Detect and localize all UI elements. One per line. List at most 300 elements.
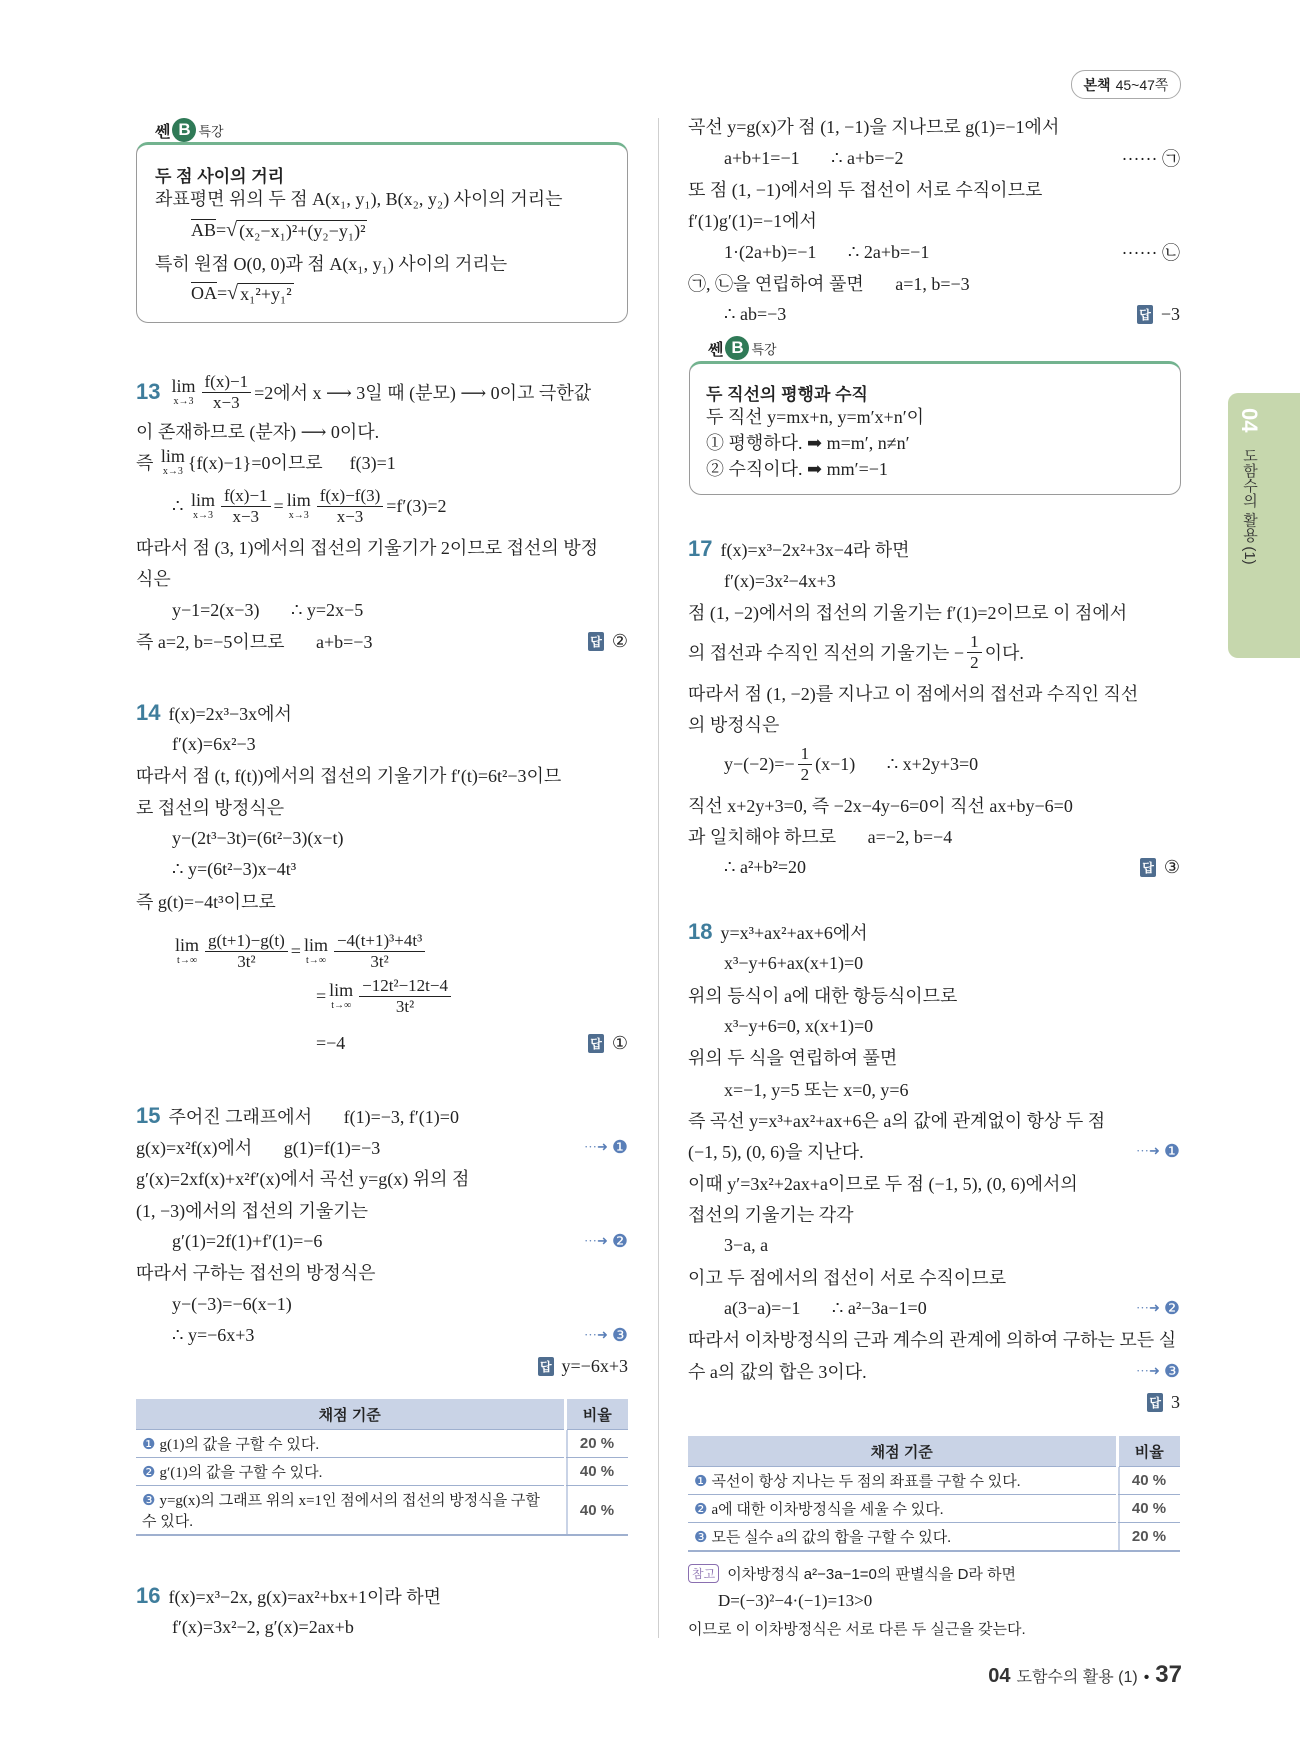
fraction-denominator: 3t² [237, 951, 256, 971]
note-text: D=(−3)²−4·(−1)=13>0 [718, 1591, 873, 1610]
equation-tag: ······ ㉠ [1121, 149, 1180, 169]
math-text: g(x)=x²f(x)에서 g(1)=f(1)=−3 [136, 1138, 381, 1158]
solution-line [688, 173, 1180, 205]
criteria-cell [688, 1467, 1117, 1495]
note-line [688, 1559, 1016, 1587]
math-text: f(x)=x³−2x, g(x)=ax²+bx+1이라 하면 [168, 1587, 442, 1607]
solution-line [172, 1611, 628, 1643]
criteria-cell [136, 1430, 565, 1458]
lim-word: lim [160, 446, 185, 466]
math-text: 또 점 (1, −1)에서의 두 접선이 서로 수직이므로 [688, 180, 1043, 200]
math-text: {f(x)−1}=0이므로 f(3)=1 [187, 453, 396, 473]
math-text: y−(−2)=− [724, 753, 795, 774]
solution-line [136, 1100, 628, 1132]
step-number-icon: ❸ [1163, 1360, 1180, 1381]
footer-title: 도함수의 활용 (1) [1016, 1669, 1138, 1686]
answer [538, 1356, 628, 1377]
fraction [359, 976, 451, 1016]
solution-line [172, 1319, 628, 1351]
solution-line [688, 820, 1180, 852]
solution-line [724, 1073, 1180, 1105]
math-text: = [273, 495, 284, 516]
header-criteria: 채점 기준 [688, 1436, 1117, 1467]
math-text: f′(1)g′(1)=−1에서 [688, 211, 817, 231]
step-number-icon: ❷ [1163, 1297, 1180, 1318]
ratio-cell: 40 % [565, 1486, 628, 1536]
solution-line [172, 853, 628, 885]
table-header-row [688, 1436, 1180, 1467]
radicand: √ (x₂−x₁)²+(y₂−y₁)² [239, 220, 366, 241]
lim-subscript: t→∞ [331, 1000, 352, 1011]
solution-line [172, 485, 628, 526]
fraction [202, 372, 252, 412]
math-text: y−1=2(x−3) ∴ y=2x−5 [172, 599, 364, 620]
b-circle-icon: B [172, 118, 196, 142]
math-text: f′(x)=3x²−2, g′(x)=2ax+b [172, 1616, 354, 1637]
b-circle-icon: B [725, 336, 749, 360]
limit-operator [191, 491, 215, 521]
math-text: 위의 등식이 a에 대한 항등식이므로 [688, 986, 958, 1006]
criteria-text: 곡선이 항상 지나는 두 점의 좌표를 구할 수 있다. [711, 1474, 1021, 1490]
dotted-arrow-icon: ···➜ [1135, 1300, 1160, 1315]
lim-word: lim [286, 490, 311, 510]
problem-number: 13 [136, 379, 161, 404]
table-row [688, 1467, 1180, 1495]
solution-line [172, 1288, 628, 1320]
math-text: 직선 x+2y+3=0, 즉 −2x−4y−6=0이 직선 ax+by−6=0 [688, 796, 1073, 816]
math-text: ② 수직이다. ➡ mm′=−1 [706, 459, 888, 479]
sen-logo-text: 쎈 [708, 341, 724, 359]
lecture-label: 특강 [198, 123, 224, 139]
math-text: 특히 원점 O(0, 0)과 점 A(x₁, y₁) 사이의 거리는 [155, 254, 508, 274]
radicand: √ x₁²+y₁² [240, 283, 292, 304]
answer-value: y=−6x+3 [561, 1355, 628, 1376]
fraction-numerator: f(x)−1 [221, 486, 271, 507]
fraction-numerator: 1 [798, 744, 813, 765]
math-text: f′(x)=6x²−3 [172, 733, 256, 754]
fraction [317, 486, 384, 526]
side-tab-title: 도함수의 활용 (1) [1241, 448, 1258, 565]
math-text: 접선의 기울기는 각각 [688, 1205, 854, 1225]
solution-line [724, 298, 1180, 330]
answer-icon: 답 [588, 632, 604, 651]
math-text: y=x³+ax²+ax+6에서 [720, 923, 868, 943]
note-text: 이므로 이 이차방정식은 서로 다른 두 실근을 갖는다. [688, 1620, 1026, 1638]
criteria-cell [136, 1486, 565, 1536]
solution-line [172, 594, 628, 626]
step-number-icon: ❶ [611, 1136, 628, 1157]
criteria-text: y=g(x)의 그래프 위의 x=1인 점에서의 접선의 방정식을 구할 수 있다. [142, 1493, 540, 1530]
lim-subscript: x→3 [192, 510, 213, 521]
equation-tag: ······ ㉡ [1121, 243, 1180, 263]
math-text: 좌표평면 위의 두 점 A(x₁, y₁), B(x₂, y₂) 사이의 거리는 [155, 189, 563, 209]
math-text: 의 접선과 수직인 직선의 기울기는 − [688, 643, 965, 663]
note-line [718, 1587, 872, 1615]
math-text: ∴ y=−6x+3 [172, 1324, 255, 1345]
limit-operator [171, 377, 195, 407]
ratio-cell: 40 % [1117, 1495, 1180, 1523]
answer [588, 631, 628, 652]
solution-line [136, 791, 628, 823]
math-text: 따라서 점 (1, −2)를 지나고 이 점에서의 접선과 수직인 직선 [688, 684, 1139, 704]
step-marker [584, 1231, 628, 1252]
fraction-denominator: x−3 [232, 506, 260, 526]
math-text: 따라서 구하는 접선의 방정식은 [136, 1263, 376, 1283]
step-number-icon: ❸ [142, 1493, 156, 1509]
dotted-arrow-icon: ···➜ [1135, 1363, 1160, 1378]
math-text: 즉 a=2, b=−5이므로 a+b=−3 [136, 632, 373, 652]
answer-value: ③ [1163, 856, 1180, 877]
table-row [688, 1495, 1180, 1523]
math-text: ∴ [172, 495, 188, 516]
note-label: 참고 [688, 1564, 719, 1583]
criteria-text: g′(1)의 값을 구할 수 있다. [159, 1465, 323, 1481]
note-line [688, 1614, 1026, 1642]
math-text: y−(2t³−3t)=(6t²−3)(x−t) [172, 827, 344, 848]
note-text: 이차방정식 a²−3a−1=0의 판별식을 D라 하면 [727, 1565, 1017, 1583]
math-text: 식은 [136, 569, 171, 589]
math-text: g′(x)=2xf(x)+x²f′(x)에서 곡선 y=g(x) 위의 점 [136, 1169, 470, 1189]
criteria-text: a에 대한 이차방정식을 세울 수 있다. [711, 1502, 944, 1518]
table-row [136, 1458, 628, 1486]
math-text: ㉠, ㉡을 연립하여 풀면 a=1, b=−3 [688, 274, 970, 294]
fraction-denominator: 2 [970, 652, 979, 672]
fraction-denominator: 2 [800, 764, 810, 784]
fraction [334, 931, 425, 971]
criteria-text: 모든 실수 a의 값의 합을 구할 수 있다. [711, 1530, 951, 1546]
column-divider [658, 118, 659, 1638]
math-text: 1·(2a+b)=−1 ∴ 2a+b=−1 [724, 241, 930, 262]
solution-line [688, 1041, 1180, 1073]
math-text: = [316, 985, 327, 1006]
fraction-numerator: 1 [967, 632, 982, 653]
math-text: 의 방정식은 [688, 715, 780, 735]
math-text: 이다. [984, 643, 1024, 663]
fraction [221, 486, 271, 526]
solution-line [136, 371, 628, 412]
solution-line [724, 1010, 1180, 1042]
math-text: a+b+1=−1 ∴ a+b=−2 [724, 147, 904, 168]
table-row [688, 1523, 1180, 1552]
answer-icon: 답 [1140, 858, 1156, 877]
math-text: (−1, 5), (0, 6)을 지난다. [688, 1142, 864, 1162]
answer-value: 3 [1171, 1391, 1180, 1412]
math-text: 따라서 점 (t, f(t))에서의 접선의 기울기가 f′(t)=6t²−3이므 [136, 766, 562, 786]
answer-value: ② [611, 630, 628, 651]
solution-line [136, 446, 628, 478]
solution-line [136, 1580, 628, 1612]
solution-line [688, 596, 1180, 628]
math-text: f(x)=2x³−3x에서 [168, 704, 292, 724]
criteria-cell [688, 1495, 1117, 1523]
answer-icon: 답 [1147, 1393, 1163, 1412]
solution-line [688, 1355, 1180, 1387]
segment-overline: $\overline{OA}$ [191, 282, 217, 303]
math-text: ∴ y=(6t²−3)x−4t³ [172, 858, 297, 879]
segment-overline: $\overline{AB}$ [191, 219, 217, 240]
header-criteria: 채점 기준 [136, 1399, 565, 1430]
math-text: 수 a의 값의 합은 3이다. [688, 1362, 867, 1382]
solution-line [136, 697, 628, 729]
step-marker [1136, 1298, 1180, 1319]
math-text: =2에서 x ⟶ 3일 때 (분모) ⟶ 0이고 극한값 [254, 383, 592, 403]
lim-subscript: t→∞ [177, 955, 197, 966]
lim-subscript: t→∞ [305, 955, 326, 966]
step-number-icon: ❷ [142, 1465, 156, 1481]
fraction [798, 744, 813, 784]
solution-line [136, 1194, 628, 1226]
math-text: = [290, 940, 301, 961]
page-number: 37 [1155, 1661, 1182, 1688]
solution-line [724, 142, 1180, 174]
solution-line [172, 728, 628, 760]
limit-operator [329, 981, 353, 1011]
math-text: y−(−3)=−6(x−1) [172, 1293, 292, 1314]
solution-line [191, 277, 615, 309]
problem-number: 18 [688, 919, 713, 944]
solution-line [191, 214, 615, 246]
answer [1137, 304, 1180, 325]
chapter-side-tab [1228, 393, 1300, 658]
problem-number: 15 [136, 1103, 161, 1128]
lim-word: lim [190, 490, 215, 510]
fraction [205, 931, 288, 971]
answer-icon: 답 [588, 1034, 604, 1053]
solution-line [724, 851, 1180, 883]
fraction-numerator: −12t²−12t−4 [359, 976, 451, 997]
dotted-arrow-icon: ···➜ [583, 1139, 608, 1154]
math-text: f′(x)=3x²−4x+3 [724, 570, 836, 591]
math-text: 따라서 이차방정식의 근과 계수의 관계에 의하여 구하는 모든 실 [688, 1330, 1177, 1350]
step-number-icon: ❶ [142, 1437, 156, 1453]
math-text: g′(1)=2f(1)+f′(1)=−6 [172, 1230, 323, 1251]
solution-line [136, 531, 628, 563]
lim-subscript: x→3 [173, 396, 194, 407]
solution-line [724, 1229, 1180, 1261]
solution-line [724, 947, 1180, 979]
fraction-denominator: 3t² [370, 951, 389, 971]
solution-line [706, 452, 1166, 484]
scoring-table-15 [136, 1399, 628, 1536]
math-text: 주어진 그래프에서 f(1)=−3, f′(1)=0 [168, 1107, 459, 1127]
answer-icon: 답 [538, 1357, 554, 1376]
fraction-numerator: f(x)−f(3) [317, 486, 384, 507]
solution-line [724, 565, 1180, 597]
fraction [967, 632, 982, 672]
solution-line [155, 182, 615, 214]
dotted-arrow-icon: ···➜ [583, 1327, 608, 1342]
solution-line [688, 533, 1180, 565]
solution-line [172, 930, 628, 971]
solution-line [688, 1386, 1180, 1418]
page-footer [988, 1661, 1182, 1689]
answer-icon: 답 [1137, 305, 1153, 324]
solution-line [136, 1162, 628, 1194]
lim-subscript: x→3 [288, 510, 309, 521]
limit-operator [175, 936, 199, 966]
step-marker [584, 1137, 628, 1158]
criteria-cell [136, 1458, 565, 1486]
ratio-cell: 40 % [1117, 1467, 1180, 1495]
ratio-cell: 20 % [565, 1430, 628, 1458]
answer [588, 1033, 628, 1054]
limit-operator [304, 936, 328, 966]
math-text: (x−1) ∴ x+2y+3=0 [815, 753, 979, 774]
criteria-text: g(1)의 값을 구할 수 있다. [159, 1437, 320, 1453]
math-text: (1, −3)에서의 접선의 기울기는 [136, 1201, 369, 1221]
lim-word: lim [303, 935, 328, 955]
math-text: 이때 y′=3x²+2ax+a이므로 두 점 (−1, 5), (0, 6)에서의 [688, 1174, 1078, 1194]
math-text: ∴ ab=−3 [724, 303, 787, 324]
solution-line [172, 1225, 628, 1257]
solution-line [136, 415, 628, 447]
answer [1140, 857, 1180, 878]
math-text: =f′(3)=2 [386, 495, 447, 516]
step-number-icon: ❶ [1163, 1140, 1180, 1161]
math-text: 따라서 점 (3, 1)에서의 접선의 기울기가 2이므로 접선의 방정 [136, 538, 599, 558]
ratio-cell: 20 % [1117, 1523, 1180, 1552]
badge-pages: 45~47쪽 [1115, 76, 1169, 93]
lim-word: lim [171, 376, 196, 396]
step-number-icon: ❸ [611, 1324, 628, 1345]
solution-line [688, 1135, 1180, 1167]
math-text: x³−y+6+ax(x+1)=0 [724, 952, 864, 973]
sen-b-lecture-icon [155, 118, 224, 142]
tip-box-title: 두 직선의 평행과 수직 [706, 385, 868, 404]
dotted-arrow-icon: ···➜ [1135, 1143, 1160, 1158]
solution-line [688, 1167, 1180, 1199]
math-text: a(3−a)=−1 ∴ a²−3a−1=0 [724, 1297, 927, 1318]
math-text: 위의 두 식을 연립하여 풀면 [688, 1048, 898, 1068]
math-text: ∴ a²+b²=20 [724, 856, 807, 877]
sen-logo-text: 쎈 [155, 123, 171, 141]
fraction-numerator: −4(t+1)³+4t³ [334, 931, 425, 952]
solution-line [688, 789, 1180, 821]
criteria-cell [688, 1523, 1117, 1552]
fraction-numerator: g(t+1)−g(t) [205, 931, 288, 952]
math-text: 즉 곡선 y=x³+ax²+ax+6은 a의 값에 관계없이 항상 두 점 [688, 1111, 1106, 1131]
sen-b-lecture-icon [708, 336, 777, 360]
step-number-icon: ❸ [694, 1530, 708, 1546]
math-text: = [216, 219, 227, 240]
answer-value: −3 [1160, 303, 1180, 324]
solution-line [688, 204, 1180, 236]
fraction-numerator: f(x)−1 [202, 372, 252, 393]
limit-operator [161, 447, 185, 477]
solution-line [688, 1198, 1180, 1230]
problem-number: 17 [688, 536, 713, 561]
solution-line [316, 1027, 628, 1059]
lecture-label: 특강 [751, 341, 777, 357]
step-marker [1136, 1141, 1180, 1162]
tip-box-title: 두 점 사이의 거리 [155, 167, 285, 186]
math-text: 즉 [136, 453, 158, 473]
step-number-icon: ❷ [611, 1230, 628, 1251]
math-text: 로 접선의 방정식은 [136, 798, 285, 818]
solution-line [688, 1104, 1180, 1136]
math-text: =−4 [316, 1032, 346, 1053]
solution-line [136, 1256, 628, 1288]
badge-book: 본책 [1083, 76, 1111, 93]
lim-word: lim [175, 935, 200, 955]
solution-line [688, 267, 1180, 299]
table-row [136, 1486, 628, 1536]
side-tab-number: 04 [1237, 408, 1262, 433]
table-header-row [136, 1399, 628, 1430]
solution-line [316, 975, 628, 1016]
solution-line [136, 1131, 628, 1163]
math-text: 곡선 y=g(x)가 점 (1, −1)을 지나므로 g(1)=−1에서 [688, 117, 1060, 137]
math-text: 두 직선 y=mx+n, y=m′x+n′이 [706, 407, 925, 427]
dotted-arrow-icon: ···➜ [583, 1233, 608, 1248]
math-text: 이 존재하므로 (분자) ⟶ 0이다. [136, 422, 380, 442]
square-root [227, 282, 293, 305]
math-text: 즉 g(t)=−4t³이므로 [136, 892, 276, 912]
fraction-denominator: 3t² [395, 996, 415, 1016]
step-marker [1136, 1361, 1180, 1382]
lim-subscript: x→3 [162, 466, 183, 477]
math-text: x=−1, y=5 또는 x=0, y=6 [724, 1080, 909, 1100]
step-marker [584, 1325, 628, 1346]
solution-line [155, 247, 615, 279]
solution-line [688, 110, 1180, 142]
math-text: 점 (1, −2)에서의 접선의 기울기는 f′(1)=2이므로 이 점에서 [688, 603, 1128, 623]
problem-number: 16 [136, 1583, 161, 1608]
solution-line [688, 1323, 1180, 1355]
solution-line [688, 1261, 1180, 1293]
solution-line [688, 631, 1180, 672]
lim-word: lim [329, 980, 354, 1000]
footer-chapter: 04 [988, 1665, 1011, 1687]
solution-line [688, 979, 1180, 1011]
square-root [226, 219, 367, 242]
math-text: 3−a, a [724, 1234, 769, 1255]
math-text: 과 일치해야 하므로 a=−2, b=−4 [688, 827, 953, 847]
solution-line [172, 822, 628, 854]
math-text: f(x)=x³−2x²+3x−4라 하면 [720, 540, 910, 560]
header-ratio: 비율 [1117, 1436, 1180, 1467]
step-number-icon: ❷ [694, 1502, 708, 1518]
answer [1147, 1392, 1180, 1413]
fraction-denominator: x−3 [212, 392, 240, 412]
header-ratio: 비율 [565, 1399, 628, 1430]
solution-line [724, 1292, 1180, 1324]
scoring-table-18 [688, 1436, 1180, 1552]
problem-number: 14 [136, 700, 161, 725]
solution-line [724, 743, 1180, 784]
limit-operator [287, 491, 311, 521]
solution-line [724, 236, 1180, 268]
math-text: 이고 두 점에서의 접선이 서로 수직이므로 [688, 1268, 1007, 1288]
math-text: x³−y+6=0, x(x+1)=0 [724, 1015, 874, 1036]
solution-line [688, 677, 1180, 709]
step-number-icon: ❶ [694, 1474, 708, 1490]
solution-line [688, 708, 1180, 740]
solution-line [688, 916, 1180, 948]
solution-line [136, 562, 628, 594]
page-reference-badge [1071, 70, 1181, 99]
ratio-cell: 40 % [565, 1458, 628, 1486]
math-text: ① 평행하다. ➡ m=m′, n≠n′ [706, 433, 910, 453]
math-text: = [217, 282, 228, 303]
fraction-denominator: x−3 [336, 506, 364, 526]
answer-value: ① [611, 1032, 628, 1053]
solution-line [136, 885, 628, 917]
table-row [136, 1430, 628, 1458]
solution-line [136, 625, 628, 657]
footer-bullet: • [1143, 1669, 1150, 1686]
solution-line [136, 1350, 628, 1382]
